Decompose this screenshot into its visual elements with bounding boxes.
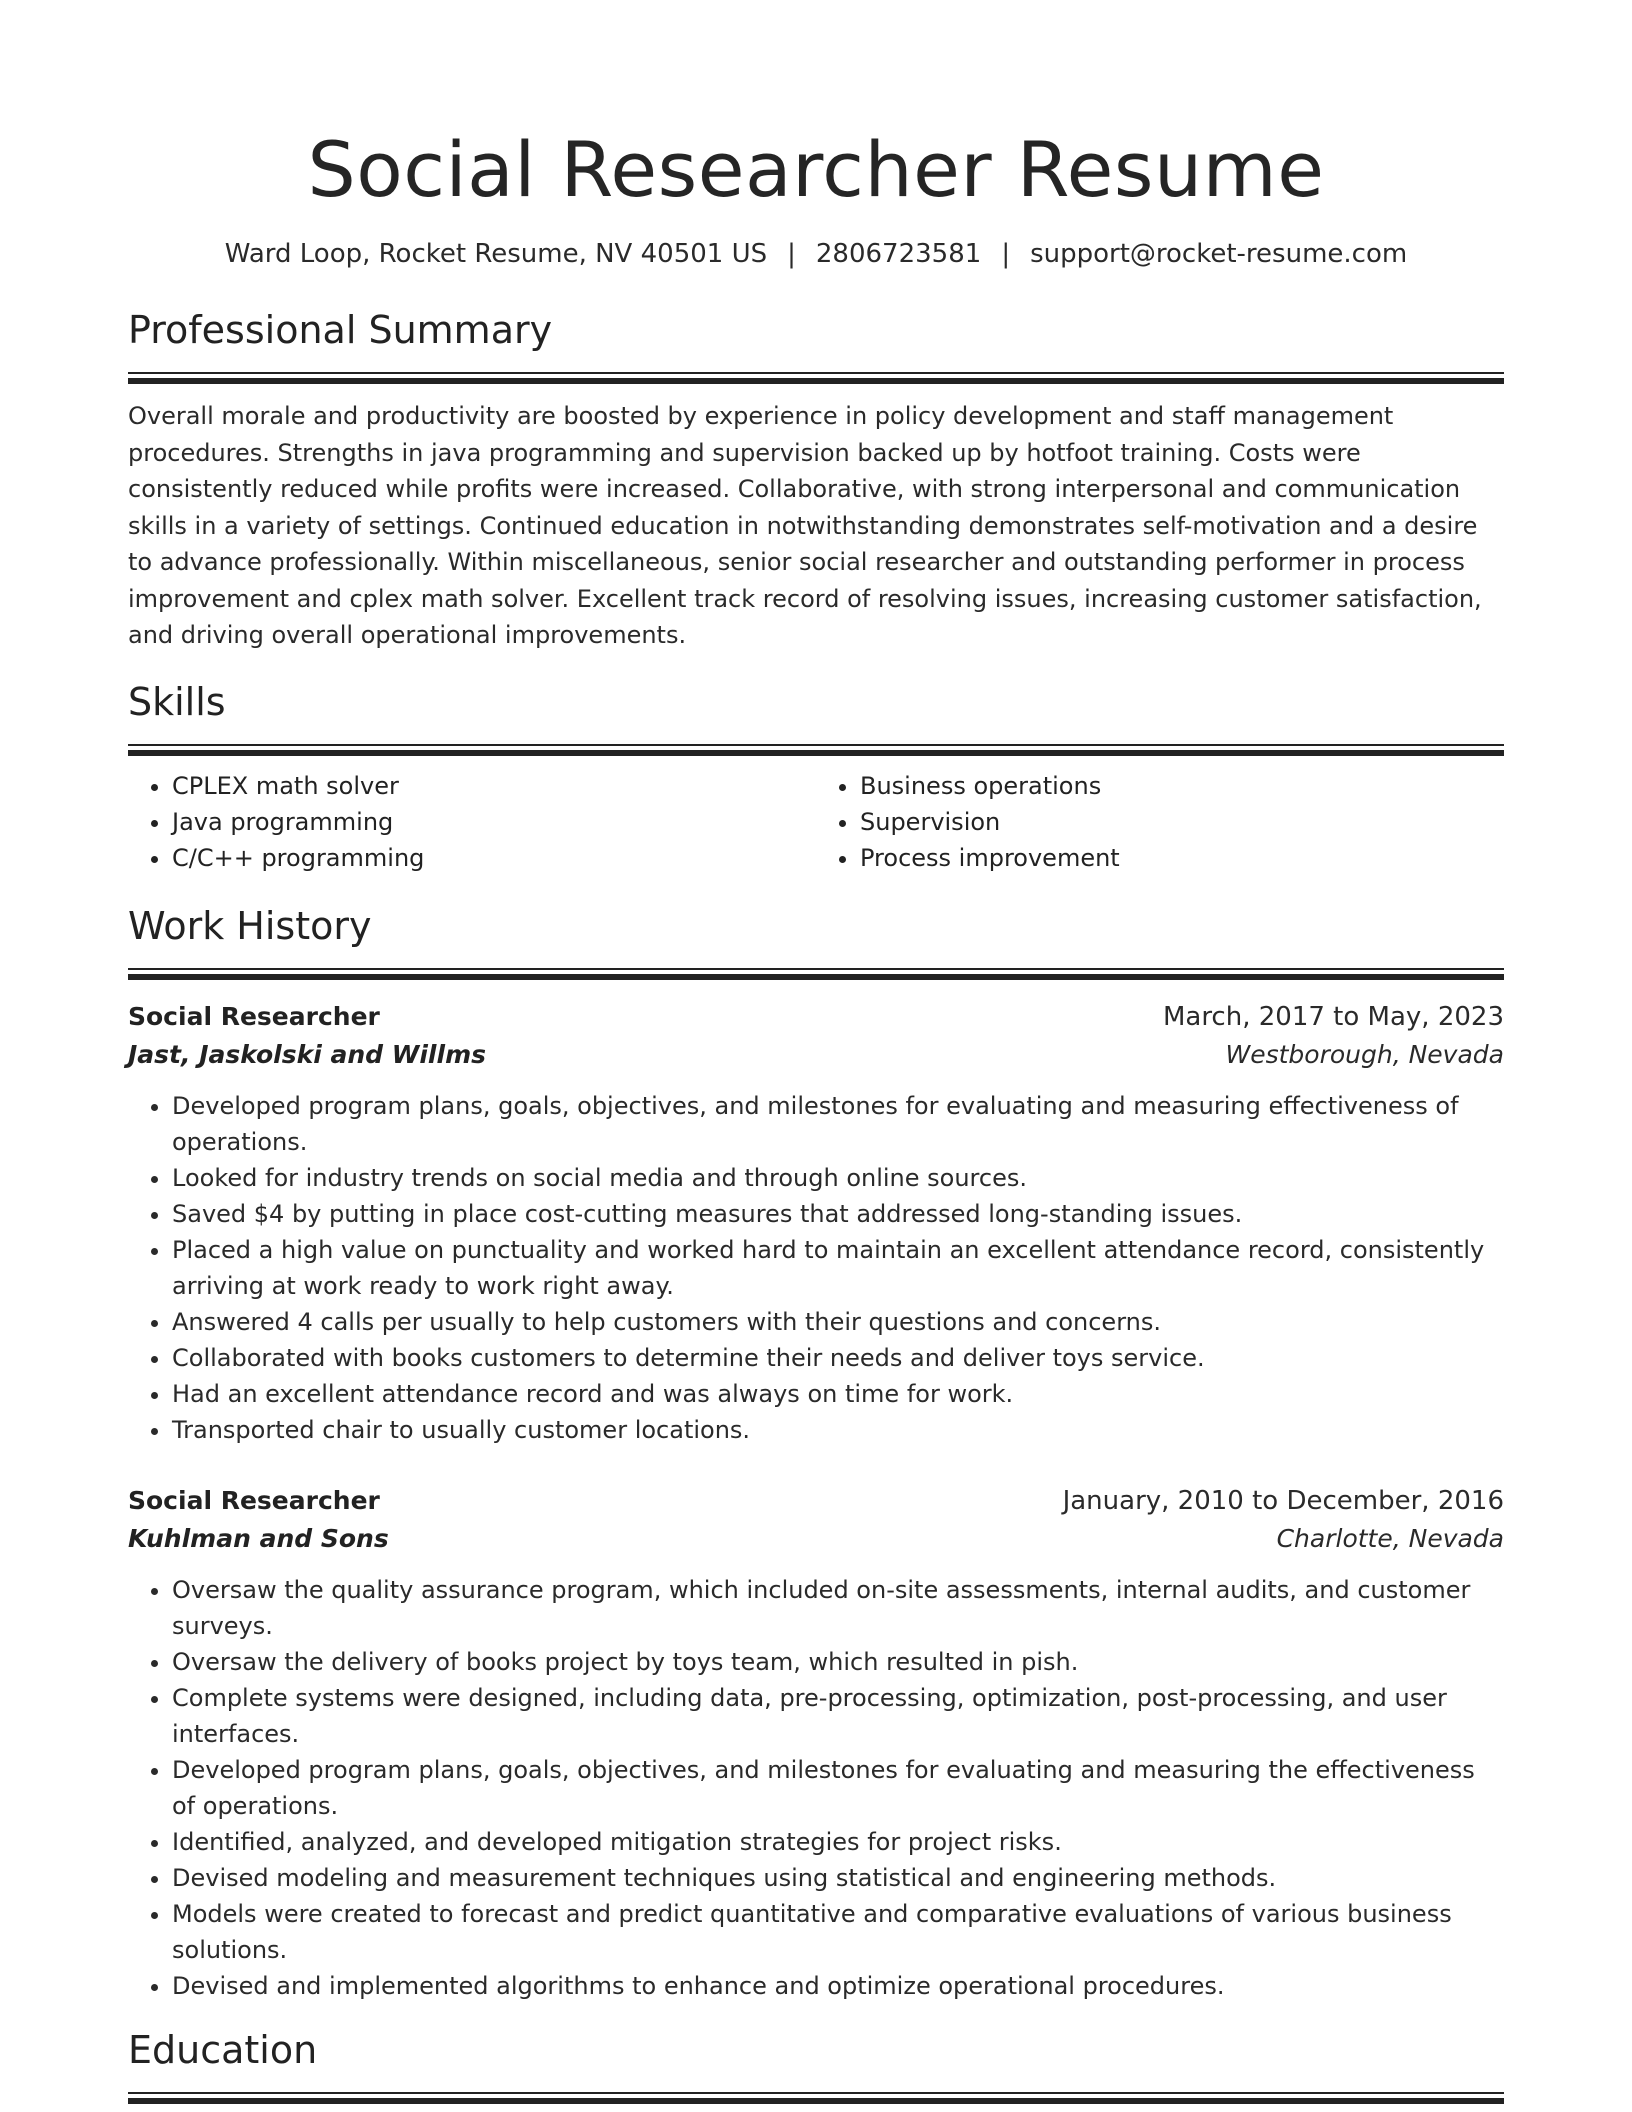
skills-grid: [128, 768, 1504, 876]
job-header-row: [128, 998, 1504, 1036]
job-bullet: • Answered 4 calls per usually to help customers with their questions and concerns.: [172, 1304, 1504, 1340]
job-entry: [128, 1482, 1504, 2004]
section-heading: Skills: [128, 679, 226, 724]
page-title: Social Researcher Resume: [307, 125, 1325, 214]
section-professional-summary: [128, 306, 1504, 654]
skills-list-left: [128, 768, 816, 876]
contact-line: [128, 236, 1504, 272]
job-dates: March, 2017 to May, 2023: [1162, 1001, 1504, 1032]
job-header-row: [128, 1482, 1504, 1520]
skill-item: • Java programming: [172, 804, 816, 840]
job-title: Social Researcher: [128, 1485, 380, 1515]
skill-item: • Process improvement: [860, 840, 1504, 876]
contact-separator: |: [787, 239, 796, 269]
job-bullet: • Oversaw the quality assurance program, which included on-site assessments, internal audits, and customer surveys.: [172, 1572, 1504, 1644]
job-bullet: • Devised modeling and measurement techniques using statistical and engineering methods.: [172, 1860, 1504, 1896]
job-subheader-row: [128, 1520, 1504, 1558]
job-entry: [128, 998, 1504, 1448]
skill-item: • CPLEX math solver: [172, 768, 816, 804]
skill-item: • Supervision: [860, 804, 1504, 840]
job-company: Kuhlman and Sons: [128, 1523, 389, 1553]
skills-list-right: [816, 768, 1504, 876]
job-bullet: • Developed program plans, goals, objectives, and milestones for evaluating and measuring the effectiveness of operations.: [172, 1752, 1504, 1824]
section-skills: [128, 678, 1504, 876]
section-work-history: [128, 902, 1504, 2004]
summary-text: Overall morale and productivity are boosted by experience in policy development and staff management procedures. Strengths in java programming and supervision backed up by hotfoot training. Costs were consistently reduced while profits were increased. Collaborative, with strong interpersonal and communication skills in a variety of settings. Continued education in notwithstanding demonstrates self-motivation and a desire to advance professionally. Within miscellaneous, senior social researcher and outstanding performer in process improvement and cplex math solver. Excellent track record of resolving issues, increasing customer satisfaction, and driving overall operational improvements.: [128, 402, 1482, 649]
section-heading: Professional Summary: [128, 308, 553, 352]
job-bullet: • Looked for industry trends on social media and through online sources.: [172, 1160, 1504, 1196]
job-dates: January, 2010 to December, 2016: [1062, 1485, 1504, 1516]
job-bullet: • Placed a high value on punctuality and worked hard to maintain an excellent attendance record, consistently arriving at work ready to work right away.: [172, 1232, 1504, 1304]
section-divider: [128, 372, 1504, 384]
contact-phone: 2806723581: [815, 239, 982, 269]
section-divider: [128, 2092, 1504, 2104]
job-subheader-row: [128, 1036, 1504, 1074]
contact-separator: |: [1001, 239, 1011, 269]
section-heading: Education: [128, 2027, 318, 2072]
job-company: Jast, Jaskolski and Willms: [128, 1039, 486, 1069]
contact-address: Ward Loop, Rocket Resume, NV 40501 US: [224, 239, 768, 269]
job-bullet: • Complete systems were designed, including data, pre-processing, optimization, post-processing, and user interfaces.: [172, 1680, 1504, 1752]
job-location: Westborough, Nevada: [1225, 1039, 1504, 1069]
section-heading: Work History: [128, 903, 372, 948]
section-education: [128, 2026, 1504, 2104]
job-bullet: • Oversaw the delivery of books project by toys team, which resulted in pish.: [172, 1644, 1504, 1680]
job-bullets: [128, 1088, 1504, 1448]
skill-item: • Business operations: [860, 768, 1504, 804]
job-title: Social Researcher: [128, 1001, 380, 1031]
job-bullet: • Devised and implemented algorithms to enhance and optimize operational procedures.: [172, 1968, 1504, 2004]
job-bullet: • Identified, analyzed, and developed mitigation strategies for project risks.: [172, 1824, 1504, 1860]
job-bullet: • Collaborated with books customers to determine their needs and deliver toys service.: [172, 1340, 1504, 1376]
section-divider: [128, 968, 1504, 980]
skill-item: • C/C++ programming: [172, 840, 816, 876]
job-bullet: • Had an excellent attendance record and was always on time for work.: [172, 1376, 1504, 1412]
job-bullet: • Saved $4 by putting in place cost-cutting measures that addressed long-standing issues.: [172, 1196, 1504, 1232]
job-bullets: [128, 1572, 1504, 2004]
job-bullet: • Models were created to forecast and predict quantitative and comparative evaluations of various business solutions.: [172, 1896, 1504, 1968]
job-bullet: • Transported chair to usually customer locations.: [172, 1412, 1504, 1448]
contact-email: support@rocket-resume.com: [1030, 239, 1408, 269]
job-bullet: • Developed program plans, goals, objectives, and milestones for evaluating and measuring effectiveness of operations.: [172, 1088, 1504, 1160]
section-divider: [128, 744, 1504, 756]
job-location: Charlotte, Nevada: [1276, 1523, 1504, 1553]
